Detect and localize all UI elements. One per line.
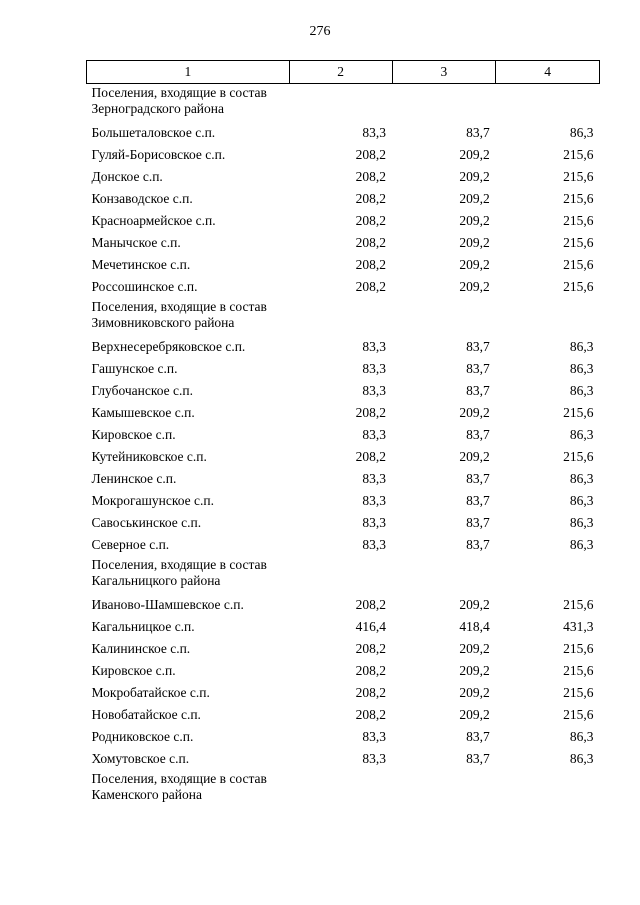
value-cell-col-4: 86,3 [569, 471, 594, 486]
empty-cell [496, 298, 600, 336]
value-cell-col-2: 208,2 [355, 707, 386, 722]
value-cell-col-2: 208,2 [355, 641, 386, 656]
group-header-label: Поселения, входящие в состав Каменского района [91, 771, 267, 802]
settlement-name-cell: Савоськинское с.п. [91, 515, 202, 530]
value-cell-col-3: 209,2 [459, 213, 490, 228]
table-row [87, 446, 600, 468]
value-cell-col-4: 86,3 [569, 515, 594, 530]
value-cell-col-4: 215,6 [563, 213, 594, 228]
table-row [87, 210, 600, 232]
value-cell-col-2: 83,3 [362, 729, 386, 744]
group-header-row [87, 298, 600, 336]
table-row [87, 748, 600, 770]
settlement-name-cell: Кутейниковское с.п. [91, 449, 207, 464]
value-cell-col-3: 209,2 [459, 663, 490, 678]
table-row [87, 358, 600, 380]
value-cell-col-4: 215,6 [563, 147, 594, 162]
settlement-name-cell: Донское с.п. [91, 169, 163, 184]
value-cell-col-4: 215,6 [563, 597, 594, 612]
empty-cell [392, 556, 496, 594]
value-cell-col-4: 215,6 [563, 169, 594, 184]
value-cell-col-2: 208,2 [355, 257, 386, 272]
value-cell-col-2: 416,4 [355, 619, 386, 634]
value-cell-col-3: 83,7 [466, 515, 490, 530]
page-number: 276 [309, 24, 331, 39]
value-cell-col-2: 208,2 [355, 235, 386, 250]
settlement-name-cell: Кировское с.п. [91, 427, 176, 442]
value-cell-col-4: 86,3 [569, 751, 594, 766]
header-row [87, 61, 600, 84]
settlement-name-cell: Манычское с.п. [91, 235, 181, 250]
value-cell-col-3: 83,7 [466, 471, 490, 486]
value-cell-col-4: 86,3 [569, 361, 594, 376]
value-cell-col-2: 83,3 [362, 383, 386, 398]
value-cell-col-4: 215,6 [563, 449, 594, 464]
empty-cell [496, 770, 600, 808]
empty-cell [496, 556, 600, 594]
value-cell-col-4: 86,3 [569, 383, 594, 398]
value-cell-col-2: 83,3 [362, 493, 386, 508]
empty-cell [289, 556, 392, 594]
value-cell-col-3: 83,7 [466, 361, 490, 376]
value-cell-col-3: 209,2 [459, 597, 490, 612]
table-row [87, 682, 600, 704]
table-row [87, 276, 600, 298]
value-cell-col-4: 215,6 [563, 663, 594, 678]
value-cell-col-3: 83,7 [466, 427, 490, 442]
table-row [87, 490, 600, 512]
value-cell-col-3: 418,4 [459, 619, 490, 634]
empty-cell [392, 770, 496, 808]
value-cell-col-3: 83,7 [466, 125, 490, 140]
table-row [87, 704, 600, 726]
value-cell-col-2: 83,3 [362, 537, 386, 552]
group-header-row [87, 556, 600, 594]
settlement-name-cell: Россошинское с.п. [91, 279, 198, 294]
value-cell-col-4: 215,6 [563, 235, 594, 250]
value-cell-col-4: 431,3 [563, 619, 594, 634]
value-cell-col-4: 86,3 [569, 427, 594, 442]
empty-cell [496, 84, 600, 123]
empty-cell [289, 770, 392, 808]
value-cell-col-4: 86,3 [569, 729, 594, 744]
group-header-row [87, 84, 600, 123]
value-cell-col-2: 208,2 [355, 405, 386, 420]
value-cell-col-2: 208,2 [355, 213, 386, 228]
table-row [87, 254, 600, 276]
table-row [87, 512, 600, 534]
value-cell-col-3: 209,2 [459, 169, 490, 184]
value-cell-col-2: 208,2 [355, 147, 386, 162]
value-cell-col-2: 208,2 [355, 685, 386, 700]
settlement-name-cell: Иваново-Шамшевское с.п. [91, 597, 244, 612]
value-cell-col-4: 215,6 [563, 191, 594, 206]
value-cell-col-3: 209,2 [459, 279, 490, 294]
value-cell-col-4: 86,3 [569, 125, 594, 140]
group-header-label: Поселения, входящие в состав Кагальницкого района [91, 557, 267, 588]
value-cell-col-2: 83,3 [362, 339, 386, 354]
table-row [87, 594, 600, 616]
empty-cell [289, 84, 392, 123]
value-cell-col-4: 215,6 [563, 685, 594, 700]
empty-cell [392, 298, 496, 336]
table-row [87, 468, 600, 490]
value-cell-col-2: 208,2 [355, 597, 386, 612]
value-cell-col-4: 215,6 [563, 257, 594, 272]
value-cell-col-3: 209,2 [459, 147, 490, 162]
table-row [87, 188, 600, 210]
column-header-1: 1 [87, 61, 290, 84]
settlement-name-cell: Мокробатайское с.п. [91, 685, 210, 700]
value-cell-col-2: 83,3 [362, 361, 386, 376]
value-cell-col-3: 209,2 [459, 685, 490, 700]
column-header-2: 2 [289, 61, 392, 84]
value-cell-col-3: 83,7 [466, 729, 490, 744]
table-row [87, 402, 600, 424]
value-cell-col-2: 208,2 [355, 279, 386, 294]
table-row [87, 166, 600, 188]
settlement-name-cell: Ленинское с.п. [91, 471, 177, 486]
empty-cell [289, 298, 392, 336]
group-header-label: Поселения, входящие в состав Зерноградского района [91, 85, 267, 116]
settlement-name-cell: Камышевское с.п. [91, 405, 195, 420]
value-cell-col-3: 209,2 [459, 641, 490, 656]
value-cell-col-4: 86,3 [569, 493, 594, 508]
settlement-name-cell: Новобатайское с.п. [91, 707, 201, 722]
settlement-name-cell: Калининское с.п. [91, 641, 191, 656]
settlement-name-cell: Конзаводское с.п. [91, 191, 193, 206]
value-cell-col-3: 209,2 [459, 257, 490, 272]
settlement-name-cell: Родниковское с.п. [91, 729, 194, 744]
value-cell-col-3: 83,7 [466, 537, 490, 552]
value-cell-col-2: 83,3 [362, 751, 386, 766]
table-row [87, 424, 600, 446]
value-cell-col-2: 83,3 [362, 515, 386, 530]
value-cell-col-3: 209,2 [459, 191, 490, 206]
settlement-name-cell: Гашунское с.п. [91, 361, 178, 376]
value-cell-col-4: 86,3 [569, 537, 594, 552]
value-cell-col-3: 209,2 [459, 405, 490, 420]
value-cell-col-2: 83,3 [362, 427, 386, 442]
settlement-name-cell: Гуляй-Борисовское с.п. [91, 147, 226, 162]
value-cell-col-2: 83,3 [362, 125, 386, 140]
settlement-name-cell: Северное с.п. [91, 537, 170, 552]
data-table [86, 60, 600, 808]
table-row [87, 380, 600, 402]
settlement-name-cell: Красноармейское с.п. [91, 213, 216, 228]
table-row [87, 660, 600, 682]
value-cell-col-2: 208,2 [355, 663, 386, 678]
table-row [87, 638, 600, 660]
value-cell-col-2: 208,2 [355, 169, 386, 184]
value-cell-col-3: 83,7 [466, 383, 490, 398]
value-cell-col-3: 83,7 [466, 493, 490, 508]
value-cell-col-4: 215,6 [563, 707, 594, 722]
value-cell-col-2: 208,2 [355, 449, 386, 464]
value-cell-col-3: 83,7 [466, 751, 490, 766]
settlement-name-cell: Мечетинское с.п. [91, 257, 191, 272]
table-row [87, 144, 600, 166]
table-row [87, 616, 600, 638]
table-row [87, 534, 600, 556]
settlement-name-cell: Хомутовское с.п. [91, 751, 190, 766]
settlement-name-cell: Большеталовское с.п. [91, 125, 216, 140]
value-cell-col-4: 215,6 [563, 641, 594, 656]
value-cell-col-3: 83,7 [466, 339, 490, 354]
table-body [87, 84, 600, 809]
value-cell-col-3: 209,2 [459, 707, 490, 722]
table-row [87, 726, 600, 748]
value-cell-col-3: 209,2 [459, 235, 490, 250]
value-cell-col-4: 86,3 [569, 339, 594, 354]
settlement-name-cell: Глубочанское с.п. [91, 383, 193, 398]
settlement-name-cell: Кагальницкое с.п. [91, 619, 195, 634]
value-cell-col-4: 215,6 [563, 279, 594, 294]
empty-cell [392, 84, 496, 123]
column-header-4: 4 [496, 61, 600, 84]
value-cell-col-3: 209,2 [459, 449, 490, 464]
value-cell-col-2: 83,3 [362, 471, 386, 486]
table-row [87, 122, 600, 144]
settlement-name-cell: Верхнесеребряковское с.п. [91, 339, 246, 354]
value-cell-col-2: 208,2 [355, 191, 386, 206]
table-row [87, 336, 600, 358]
column-header-3: 3 [392, 61, 496, 84]
group-header-row [87, 770, 600, 808]
value-cell-col-4: 215,6 [563, 405, 594, 420]
settlement-name-cell: Кировское с.п. [91, 663, 176, 678]
table-row [87, 232, 600, 254]
group-header-label: Поселения, входящие в состав Зимовниковского района [91, 299, 267, 330]
settlement-name-cell: Мокрогашунское с.п. [91, 493, 214, 508]
